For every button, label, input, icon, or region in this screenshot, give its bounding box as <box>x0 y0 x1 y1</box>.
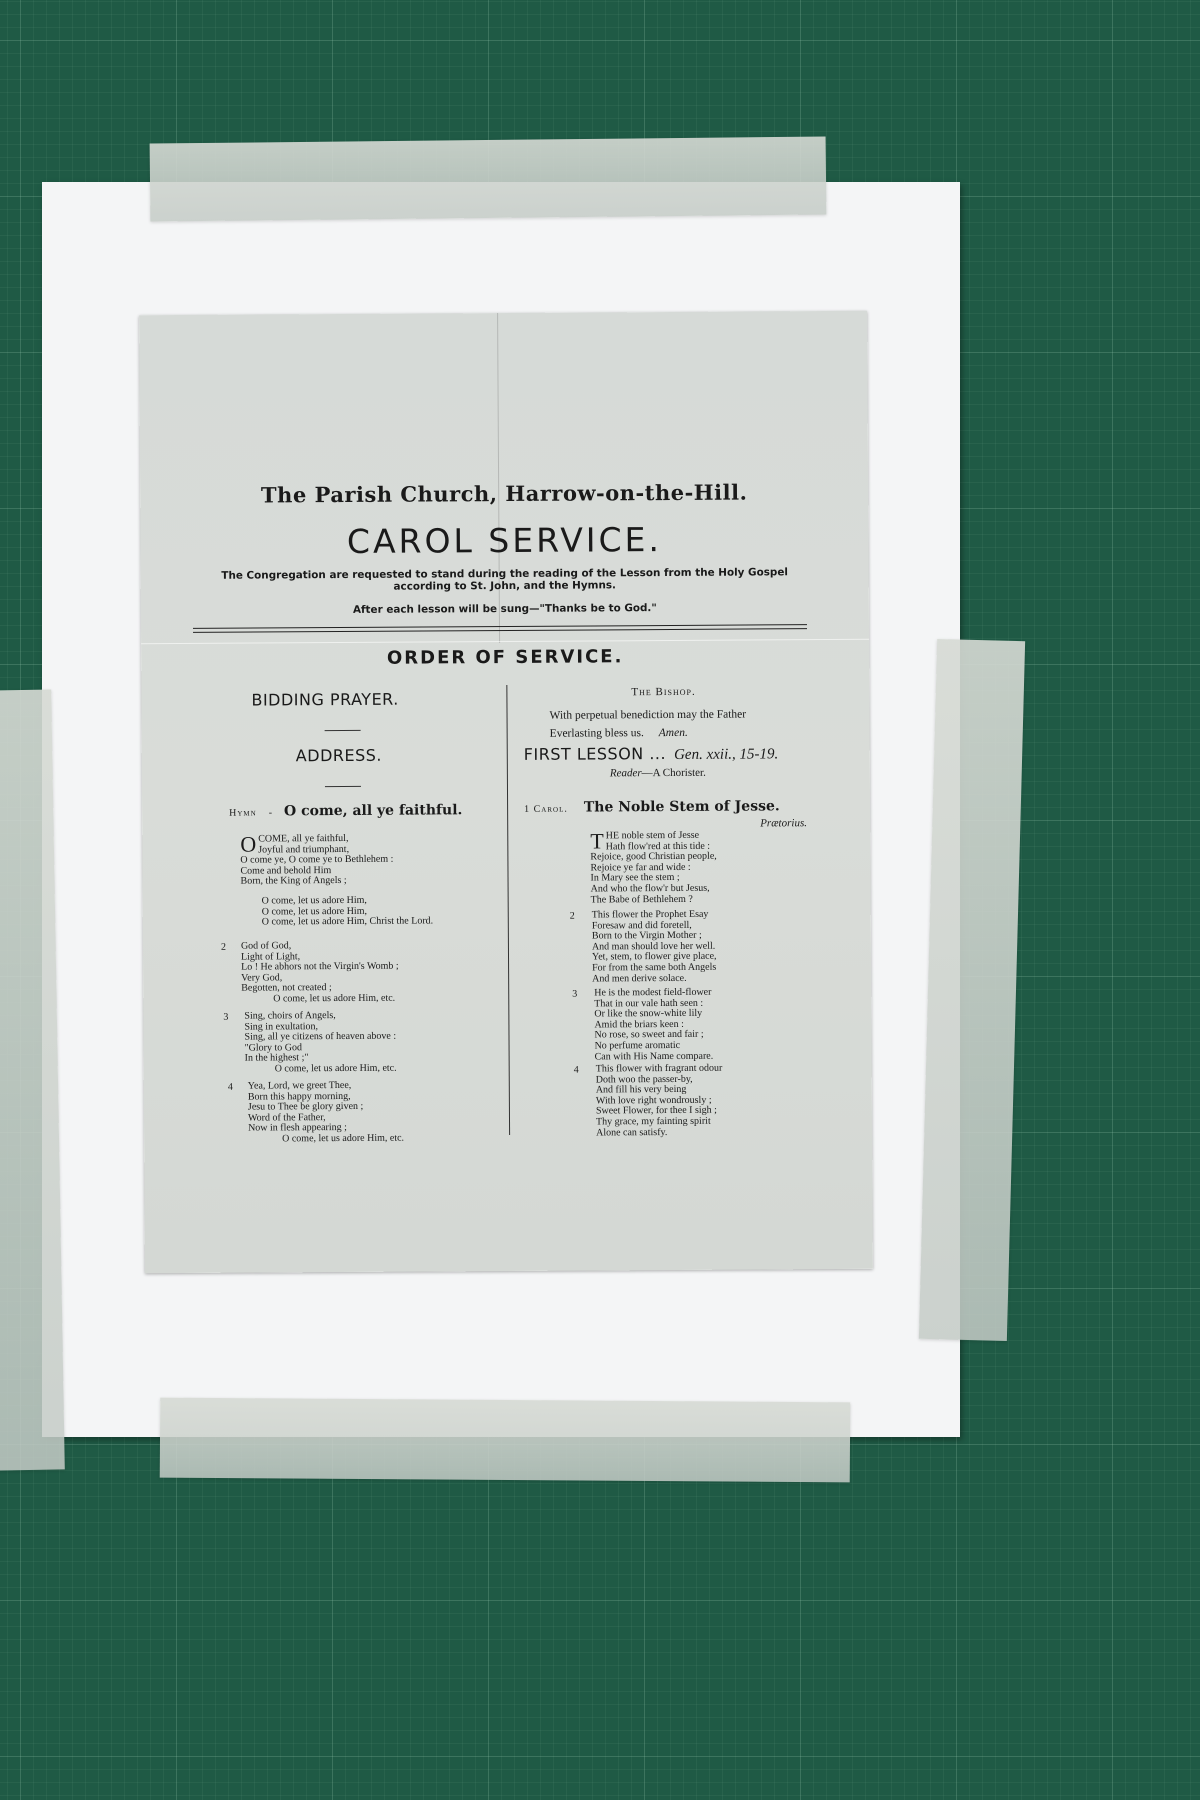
first-lesson-label: FIRST LESSON ... <box>523 744 667 764</box>
verse-line: This flower with fragrant odour <box>595 1062 723 1075</box>
chorus-line: O come, let us adore Him, <box>261 894 367 907</box>
benediction-line: With perpetual benediction may the Father <box>549 708 747 722</box>
verse-line: Thy grace, my fainting spirit <box>595 1115 711 1128</box>
verse-line: Now in flesh appearing ; <box>248 1122 347 1134</box>
verse-line: Word of the Father, <box>247 1111 326 1124</box>
benediction-text: Everlasting bless us. <box>549 727 644 740</box>
column-divider <box>506 685 510 1135</box>
verse-line: Yet, stem, to flower give place, <box>591 951 717 963</box>
verse-line: And fill his very being <box>595 1084 687 1096</box>
verse-number: 3 <box>572 988 578 1000</box>
verse-number: 4 <box>227 1081 233 1093</box>
carol-verse-1 <box>590 828 717 906</box>
verse-line: Alone can satisfy. <box>596 1126 668 1139</box>
drop-cap: T <box>590 828 604 854</box>
verse-line: HE noble stem of Jesse <box>605 829 700 842</box>
hymn-verse-1 <box>240 831 394 888</box>
verse-number: 2 <box>220 941 226 953</box>
chorus-line: O come, let us adore Him, <box>261 905 368 918</box>
verse-line: And men derive solace. <box>592 972 687 985</box>
verse-line: COME, all ye faithful, <box>258 832 349 845</box>
verse-line: Lo ! He abhors not the Virgin's Womb ; <box>241 960 399 973</box>
verse-line: In Mary see the stem ; <box>590 872 680 884</box>
verse-line: Foresaw and did foretell, <box>591 919 692 932</box>
congregation-notice: The Congregation are requested to stand during the reading of the Lesson from the Holy Gospel according to St. John, and the Hymns. <box>221 566 788 593</box>
after-lesson-note: After each lesson will be sung—"Thanks be to God." <box>352 602 657 616</box>
verse-line: O come, let us adore Him, etc. <box>282 1132 405 1145</box>
bidding-prayer-heading: BIDDING PRAYER. <box>251 689 399 710</box>
verse-line: Sing, choirs of Angels, <box>244 1010 336 1022</box>
first-lesson-heading <box>524 743 779 765</box>
carol-heading <box>524 797 780 817</box>
hymn-label: Hymn <box>229 807 257 819</box>
chorus-line: O come, let us adore Him, Christ the Lord. <box>261 915 434 928</box>
bishop-heading: The Bishop. <box>631 685 696 699</box>
verse-line: Doth woo the passer-by, <box>595 1073 693 1086</box>
verse-line: Sing in exultation, <box>244 1020 319 1033</box>
verse-line: Amid the briars keen : <box>594 1018 684 1031</box>
verse-line: For from the same both Angels <box>592 961 717 974</box>
verse-line: Light of Light, <box>240 950 301 963</box>
masking-tape-top <box>150 136 827 221</box>
service-title: CAROL SERVICE. <box>346 520 663 561</box>
verse-line: Joyful and triumphant, <box>258 843 350 856</box>
verse-line: No rose, so sweet and fair ; <box>594 1029 704 1041</box>
verse-line: O come ye, O come ye to Bethlehem : <box>240 853 394 866</box>
verse-line: God of God, <box>240 940 292 952</box>
verse-number: 2 <box>569 910 575 922</box>
reader-name: —A Chorister. <box>641 766 706 780</box>
hymn-verse-4 <box>248 1081 404 1146</box>
masking-tape-right <box>919 639 1025 1341</box>
hymn-chorus <box>262 895 434 928</box>
verse-line: Begotten, not created ; <box>241 982 332 994</box>
reader-label: Reader <box>609 767 642 780</box>
verse-line: Come and behold Him <box>240 864 332 877</box>
drop-cap: O <box>240 831 257 857</box>
verse-line: In the highest ;" <box>244 1052 309 1064</box>
address-heading: ADDRESS. <box>295 745 383 766</box>
verse-line: Rejoice ye far and wide : <box>590 861 691 874</box>
carol-title: The Noble Stem of Jesse. <box>583 798 780 816</box>
verse-line: No perfume aromatic <box>594 1039 681 1052</box>
verse-line: He is the modest field-flower <box>594 986 712 999</box>
composer: Prætorius. <box>760 817 807 830</box>
carol-service-sheet <box>139 311 873 1273</box>
fold-crease-vertical <box>497 313 500 643</box>
hymn-dash: - <box>268 807 273 819</box>
verse-line: With love right wondrously ; <box>595 1094 712 1107</box>
carol-label: 1 Carol. <box>524 803 568 815</box>
carol-verse-3 <box>594 988 713 1063</box>
carol-verse-2 <box>592 910 717 985</box>
verse-line: The Babe of Bethlehem ? <box>590 893 693 906</box>
amen: Amen. <box>658 726 688 740</box>
fold-crease-horizontal <box>141 639 869 644</box>
verse-line: This flower the Prophet Esay <box>591 908 709 921</box>
verse-line: Born, the King of Angels ; <box>240 875 347 887</box>
benediction-line <box>550 724 747 743</box>
church-name: The Parish Church, Harrow-on-the-Hill. <box>260 479 748 508</box>
verse-line: Born this happy morning, <box>247 1090 351 1103</box>
verse-line: Very God, <box>241 972 283 984</box>
divider-rule <box>325 730 361 731</box>
hymn-heading <box>229 801 462 820</box>
verse-line: Rejoice, good Christian people, <box>590 850 717 863</box>
verse-line: Hath flow'red at this tide : <box>605 840 711 852</box>
masking-tape-bottom <box>160 1398 851 1483</box>
verse-line: Jesu to Thee be glory given ; <box>247 1101 364 1113</box>
verse-line: O come, let us adore Him, etc. <box>274 1062 397 1075</box>
carol-verse-4 <box>596 1064 723 1139</box>
verse-line: Sweet Flower, for thee I sigh ; <box>595 1105 717 1117</box>
order-of-service-title: ORDER OF SERVICE. <box>386 646 624 669</box>
verse-line: "Glory to God <box>244 1042 303 1054</box>
verse-line: O come, let us adore Him, etc. <box>273 992 396 1005</box>
verse-number: 3 <box>223 1011 229 1023</box>
verse-line: Or like the snow-white lily <box>594 1007 703 1020</box>
benediction <box>549 706 746 743</box>
verse-line: That in our vale hath seen : <box>594 997 704 1010</box>
hymn-verse-3 <box>244 1011 396 1075</box>
verse-line: And man should love her well. <box>591 940 716 953</box>
verse-line: Can with His Name compare. <box>594 1050 714 1063</box>
reader-line <box>610 767 706 780</box>
verse-line: Born to the Virgin Mother ; <box>591 929 702 942</box>
verse-line: And who the flow'r but Jesus, <box>590 882 710 895</box>
verse-number: 4 <box>573 1064 579 1076</box>
verse-line: Sing, all ye citizens of heaven above : <box>244 1030 397 1043</box>
hymn-title: O come, all ye faithful. <box>283 802 463 820</box>
hymn-verse-2 <box>241 941 399 1006</box>
verse-line: Yea, Lord, we greet Thee, <box>247 1079 352 1092</box>
lesson-reference: Gen. xxii., 15-19. <box>674 746 779 763</box>
divider-rule <box>325 786 361 787</box>
